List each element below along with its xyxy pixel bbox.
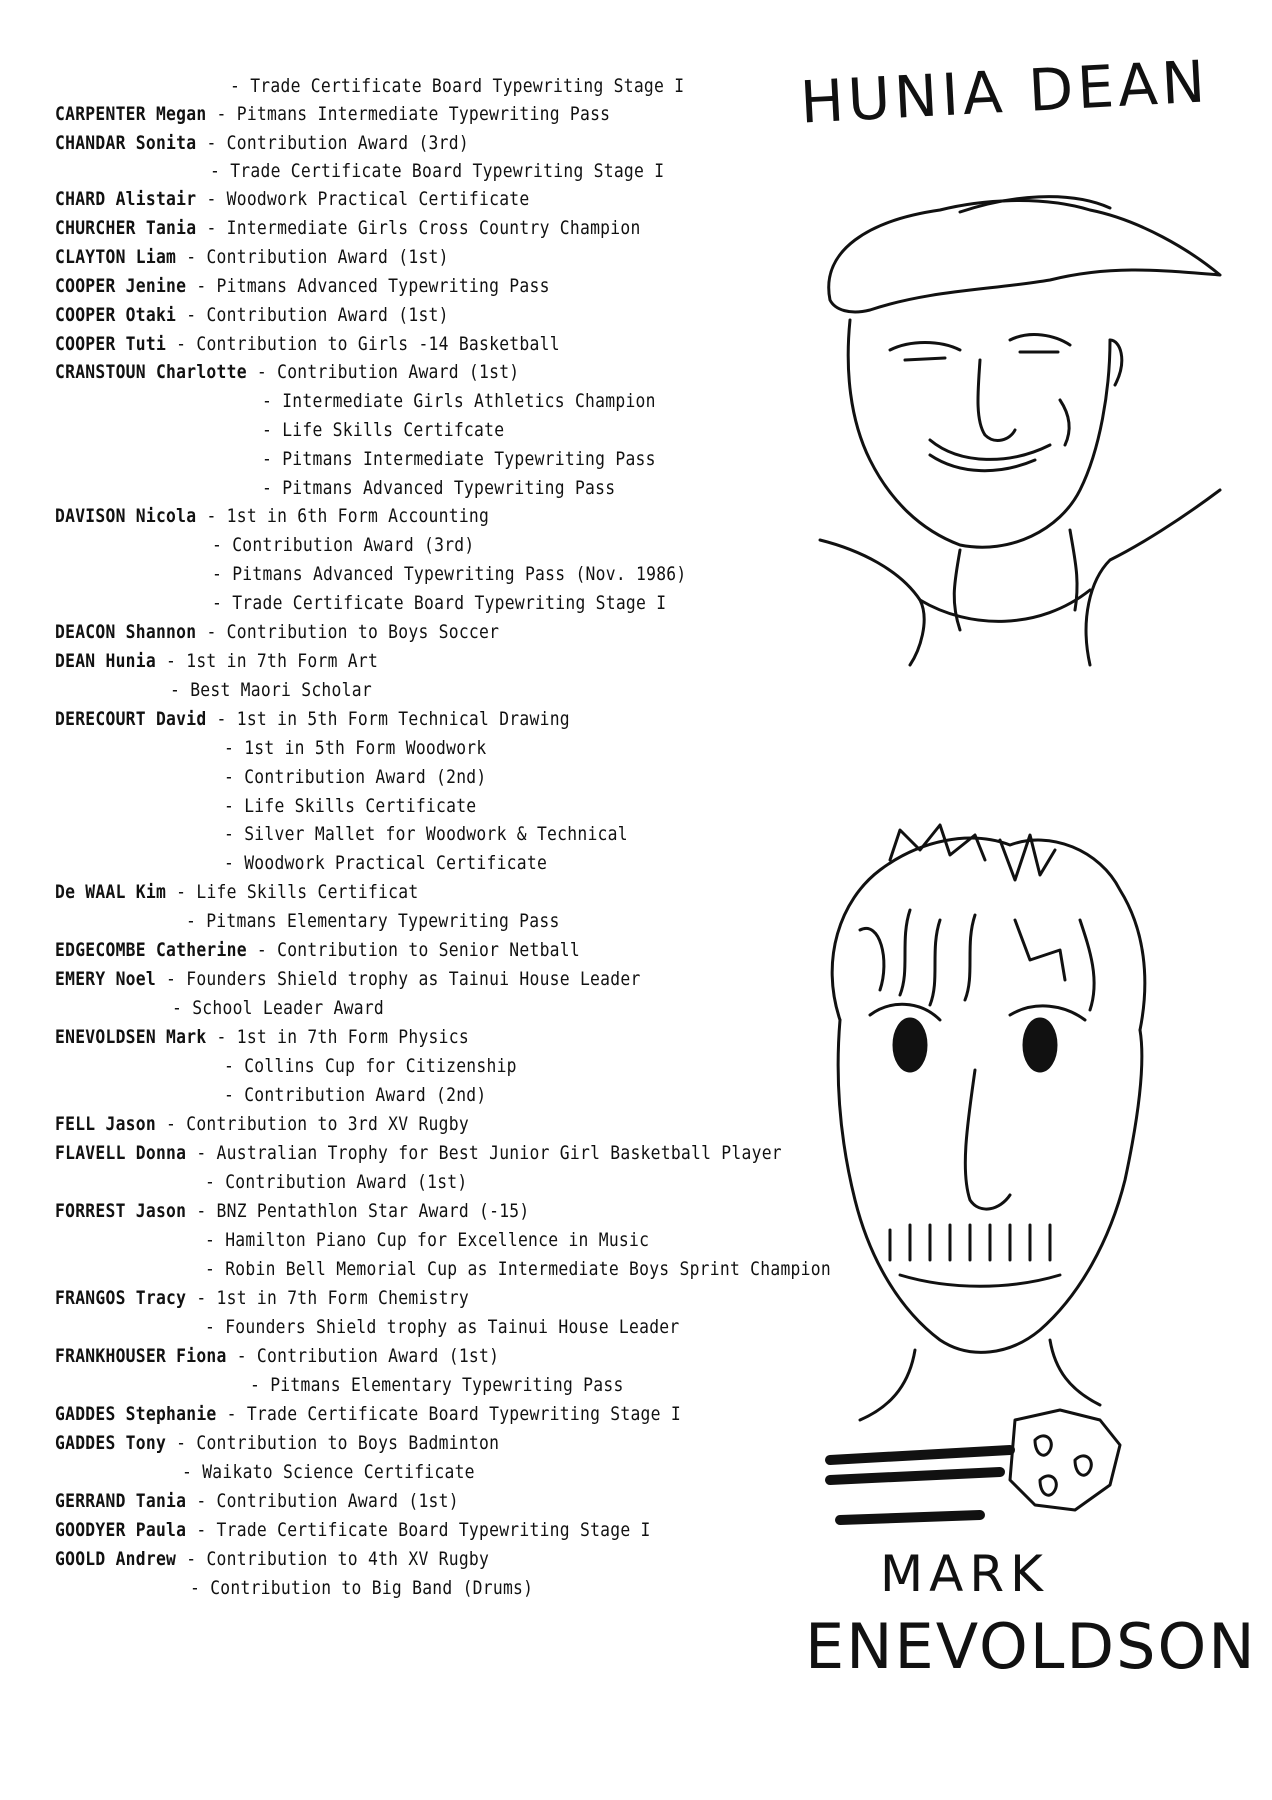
award-line: [55, 246, 449, 268]
award-line: [224, 766, 486, 788]
student-name: GADDES Stephanie: [55, 1403, 217, 1425]
award-line: [55, 968, 641, 990]
award-text: - Australian Trophy for Best Junior Girl Basketball Player: [186, 1142, 782, 1164]
award-text: - Pitmans Elementary Typewriting Pass: [186, 910, 560, 932]
award-line: [210, 160, 664, 182]
award-line: [190, 1577, 533, 1599]
student-name: FELL Jason: [55, 1113, 156, 1135]
award-line: [55, 1490, 459, 1512]
student-name: GOOLD Andrew: [55, 1548, 177, 1570]
student-name: COOPER Tuti: [55, 333, 167, 355]
student-name: COOPER Jenine: [55, 275, 187, 297]
award-line: [55, 621, 499, 643]
award-text: - Life Skills Certifcate: [262, 419, 505, 441]
student-name: CLAYTON Liam: [55, 246, 177, 268]
student-name: EDGECOMBE Catherine: [55, 939, 247, 961]
award-line: [55, 650, 378, 672]
award-text: - Contribution to Big Band (Drums): [190, 1577, 534, 1599]
mark-caption: MARK: [880, 1545, 1049, 1603]
award-text: - Life Skills Certificat: [166, 881, 419, 903]
award-text: - Pitmans Advanced Typewriting Pass: [186, 275, 550, 297]
student-name: FLAVELL Donna: [55, 1142, 187, 1164]
award-text: - Contribution Award (3rd): [212, 534, 475, 556]
award-text: - Contribution to Senior Netball: [246, 939, 580, 961]
award-text: - Contribution to Boys Badminton: [166, 1432, 500, 1454]
award-line: [212, 534, 474, 556]
award-text: - Pitmans Advanced Typewriting Pass (Nov. 1986): [212, 563, 687, 585]
student-name: EMERY Noel: [55, 968, 156, 990]
award-line: [224, 795, 476, 817]
award-text: - Contribution to 4th XV Rugby: [176, 1548, 490, 1570]
award-line: [205, 1171, 467, 1193]
award-line: [55, 1345, 499, 1367]
award-line: [55, 1403, 681, 1425]
student-name: FORREST Jason: [55, 1200, 187, 1222]
student-name: GERRAND Tania: [55, 1490, 187, 1512]
award-text: - Intermediate Girls Athletics Champion: [262, 390, 656, 412]
award-text: - Life Skills Certificate: [224, 795, 477, 817]
award-text: - Contribution Award (1st): [186, 1490, 459, 1512]
award-text: - Contribution Award (1st): [176, 246, 449, 268]
enevoldson-caption: ENEVOLDSON: [805, 1610, 1257, 1683]
student-name: CHARD Alistair: [55, 188, 197, 210]
award-text: - Founders Shield trophy as Tainui House Leader: [155, 968, 641, 990]
award-text: - 1st in 7th Form Physics: [206, 1026, 469, 1048]
award-line: [250, 1374, 624, 1396]
student-name: CHURCHER Tania: [55, 217, 197, 239]
award-line: [186, 910, 560, 932]
award-text: - Trade Certificate Board Typewriting Stage I: [186, 1519, 651, 1541]
hunia-dean-caption: HUNIA DEAN: [798, 47, 1211, 137]
award-text: - Pitmans Intermediate Typewriting Pass: [206, 103, 611, 125]
award-line: [205, 1229, 649, 1251]
student-name: GADDES Tony: [55, 1432, 167, 1454]
award-text: - Contribution Award (1st): [226, 1345, 500, 1367]
award-line: [55, 881, 418, 903]
student-name: CARPENTER Megan: [55, 103, 207, 125]
award-text: - Trade Certificate Board Typewriting Stage I: [212, 592, 667, 614]
award-line: [172, 997, 384, 1019]
award-line: [55, 361, 519, 383]
student-name: CHANDAR Sonita: [55, 132, 197, 154]
award-text: - BNZ Pentathlon Star Award (-15): [186, 1200, 530, 1222]
award-line: [55, 217, 641, 239]
award-line: [170, 679, 372, 701]
student-name: FRANKHOUSER Fiona: [55, 1345, 227, 1367]
award-text: - Collins Cup for Citizenship: [224, 1055, 517, 1077]
award-line: [262, 419, 504, 441]
award-line: [224, 1055, 517, 1077]
award-text: - Contribution Award (2nd): [224, 766, 487, 788]
award-line: [224, 1084, 486, 1106]
award-line: [55, 1287, 469, 1309]
award-line: [55, 1432, 499, 1454]
award-text: - Silver Mallet for Woodwork & Technical: [224, 823, 628, 845]
award-line: [55, 505, 489, 527]
award-text: - Contribution to Girls -14 Basketball: [166, 333, 560, 355]
award-line: [224, 737, 486, 759]
award-line: [55, 188, 530, 210]
award-text: - Robin Bell Memorial Cup as Intermediate Boys Sprint Champion: [205, 1258, 831, 1280]
award-text: - Contribution to 3rd XV Rugby: [155, 1113, 469, 1135]
award-line: [55, 304, 449, 326]
award-line: [55, 132, 469, 154]
award-line: [55, 1026, 469, 1048]
award-text: - Contribution Award (1st): [246, 361, 520, 383]
award-text: - Trade Certificate Board Typewriting Stage I: [210, 160, 665, 182]
award-text: - Contribution to Boys Soccer: [196, 621, 500, 643]
award-text: - Hamilton Piano Cup for Excellence in Music: [205, 1229, 650, 1251]
award-text: - Contribution Award (1st): [176, 304, 449, 326]
award-text: - Contribution Award (2nd): [224, 1084, 487, 1106]
award-line: [55, 1519, 651, 1541]
award-line: [55, 1113, 469, 1135]
award-text: - 1st in 5th Form Technical Drawing: [206, 708, 570, 730]
award-text: - Founders Shield trophy as Tainui House Leader: [205, 1316, 680, 1338]
award-line: [55, 1142, 782, 1164]
student-name: DEAN Hunia: [55, 650, 156, 672]
award-text: - Pitmans Advanced Typewriting Pass: [262, 477, 616, 499]
student-name: ENEVOLDSEN Mark: [55, 1026, 207, 1048]
award-text: - 1st in 6th Form Accounting: [196, 505, 490, 527]
award-text: - Contribution Award (3rd): [196, 132, 469, 154]
award-line: [230, 75, 684, 97]
award-line: [55, 333, 560, 355]
award-text: - 1st in 7th Form Art: [155, 650, 379, 672]
student-name: DAVISON Nicola: [55, 505, 197, 527]
student-name: De WAAL Kim: [55, 881, 167, 903]
hunia-dean-portrait-sketch: [810, 190, 1230, 670]
award-line: [224, 823, 628, 845]
award-text: - Trade Certificate Board Typewriting Stage I: [216, 1403, 681, 1425]
award-line: [55, 1200, 529, 1222]
award-text: - Contribution Award (1st): [205, 1171, 468, 1193]
award-line: [212, 563, 686, 585]
student-name: FRANGOS Tracy: [55, 1287, 187, 1309]
award-line: [55, 1548, 489, 1570]
award-line: [212, 592, 666, 614]
award-line: [262, 390, 656, 412]
student-name: CRANSTOUN Charlotte: [55, 361, 247, 383]
student-name: DERECOURT David: [55, 708, 207, 730]
award-text: - Woodwork Practical Certificate: [224, 852, 548, 874]
award-line: [224, 852, 547, 874]
award-line: [182, 1461, 475, 1483]
award-text: - Pitmans Intermediate Typewriting Pass: [262, 448, 656, 470]
award-text: - Waikato Science Certificate: [182, 1461, 475, 1483]
award-text: - Woodwork Practical Certificate: [196, 188, 530, 210]
student-name: DEACON Shannon: [55, 621, 197, 643]
mark-enevoldson-portrait-sketch: [800, 820, 1180, 1540]
award-text: - 1st in 5th Form Woodwork: [224, 737, 487, 759]
award-line: [262, 448, 656, 470]
award-text: - Best Maori Scholar: [170, 679, 372, 701]
award-text: - School Leader Award: [172, 997, 385, 1019]
award-line: [205, 1258, 831, 1280]
award-line: [55, 708, 570, 730]
award-text: - Intermediate Girls Cross Country Champion: [196, 217, 641, 239]
award-line: [55, 939, 580, 961]
award-line: [262, 477, 615, 499]
student-name: COOPER Otaki: [55, 304, 177, 326]
award-text: - 1st in 7th Form Chemistry: [186, 1287, 469, 1309]
award-line: [205, 1316, 679, 1338]
award-line: [55, 275, 550, 297]
award-text: - Trade Certificate Board Typewriting Stage I: [230, 75, 685, 97]
award-text: - Pitmans Elementary Typewriting Pass: [250, 1374, 624, 1396]
award-line: [55, 103, 610, 125]
student-name: GOODYER Paula: [55, 1519, 187, 1541]
